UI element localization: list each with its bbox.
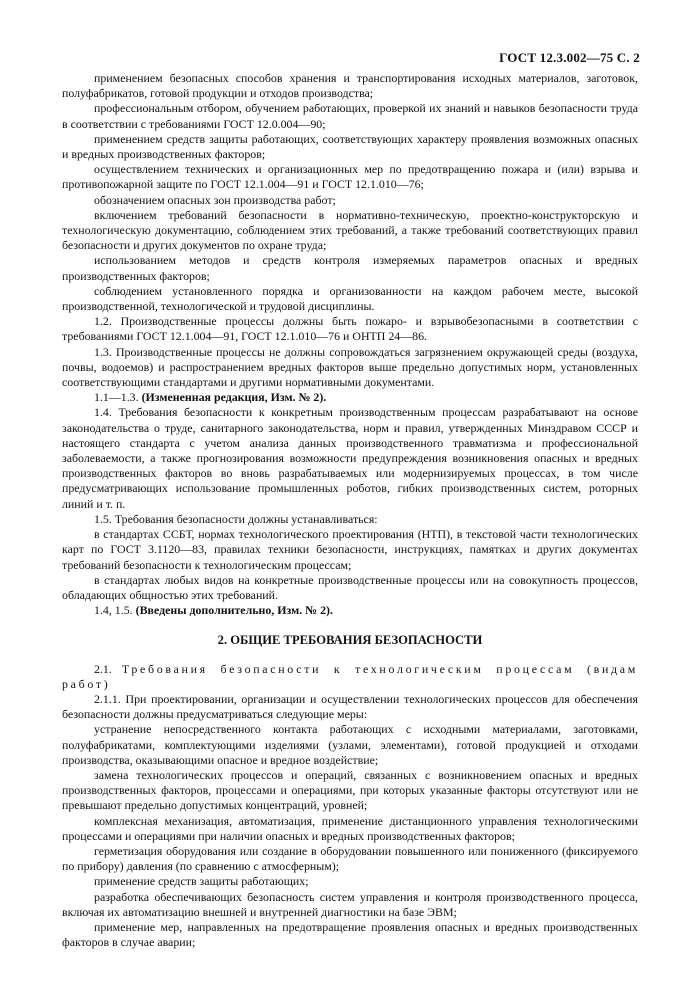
paragraph: обозначением опасных зон производства работ; [94, 192, 336, 207]
section-heading: 2. ОБЩИЕ ТРЕБОВАНИЯ БЕЗОПАСНОСТИ [217, 633, 483, 648]
document-body [62, 71, 638, 950]
clause-1-4: 1.4. Требования безопасности к конкретным производственным процессам разрабатывают на основе законодательства о труде, санитарного законодательства, норм и правил, утвержденных Минздравом СССР и настоящего стандарта с учетом анализа данных производственного травматизма и профессиональной заболеваемости, а также прогнозирования возможности предупреждения возникновения опасных и вредных производственных факторов во вновь разрабатываемых или модернизируемых процессах, в том числе предусматривающих использование промышленных роботов, гибких производственных систем, роторных линий и т. п. [62, 405, 638, 511]
paragraph: профессиональным отбором, обучением работающих, проверкой их знаний и навыков безопасности труда в соответствии с требованиями ГОСТ 12.0.004—90; [62, 101, 638, 131]
paragraph: в стандартах ССБТ, нормах технологического проектирования (НТП), в текстовой части технологических карт по ГОСТ 3.1120—83, правилах техники безопасности, инструкциях, памятках и других документах требований безопасности к технологическим процессам; [62, 527, 638, 572]
paragraph: осуществлением технических и организационных мер по предотвращению пожара и (или) взрыва и противопожарной защите по ГОСТ 12.1.004—91 и ГОСТ 12.1.010—76; [62, 162, 638, 192]
paragraph: применение средств защиты работающих; [94, 874, 309, 889]
paragraph: герметизация оборудования или создание в оборудовании повышенного или пониженного (фиксируемого по прибору) давления (по сравнению с атмосферным); [62, 843, 638, 874]
subsection-heading [62, 662, 638, 692]
paragraph: использованием методов и средств контроля измеряемых параметров опасных и вредных производственных факторов; [62, 253, 638, 283]
clause-1-5: 1.5. Требования безопасности должны устанавливаться: [94, 511, 378, 526]
subsection-title: Требования безопасности к технологическим процессам (видам работ) [62, 661, 638, 691]
clause-1-2: 1.2. Производственные процессы должны быть пожаро- и взрывобезопасными в соответствии с требованиями ГОСТ 12.1.004—91, ГОСТ 12.1.010—76 и ОНТП 24—86. [62, 314, 638, 344]
paragraph: замена технологических процессов и операций, связанных с возникновением опасных и вредных производственных факторов, процессами и операциями, при которых указанные факторы отсутствуют или не превышают предельно допустимых концентраций, уровней; [62, 767, 638, 813]
running-header: ГОСТ 12.3.002—75 С. 2 [499, 50, 640, 65]
paragraph: в стандартах любых видов на конкретные производственные процессы или на совокупность процессов, обладающих общностью этих требований. [62, 572, 638, 602]
paragraph: устранение непосредственного контакта работающих с исходными материалами, заготовками, полуфабрикатами, комплектующими изделиями (узлами, элементами), готовой продукцией и отходами производства, оказывающими опасное и вредное воздействие; [62, 722, 638, 767]
amendment-clauses: 1.4, 1.5. [94, 603, 133, 618]
amendment-text: (Измененная редакция, Изм. № 2). [141, 390, 327, 405]
amendment-note [62, 603, 638, 618]
subsection-number: 2.1. [94, 661, 112, 676]
paragraph: применением средств защиты работающих, соответствующих характеру проявления возможных опасных и вредных производственных факторов; [62, 131, 638, 162]
clause-2-1-1: 2.1.1. При проектировании, организации и осуществлении технологических процессов для обеспечения безопасности должны предусматриваться следующие меры: [62, 691, 638, 722]
amendment-note [62, 390, 638, 405]
amendment-text: (Введены дополнительно, Изм. № 2). [135, 603, 333, 618]
paragraph: применением безопасных способов хранения и транспортирования исходных материалов, заготовок, полуфабрикатов, готовой продукции и отходов производства; [62, 71, 638, 101]
paragraph: комплексная механизация, автоматизация, применение дистанционного управления технологическими процессами и операциями при наличии опасных и вредных производственных факторов; [62, 813, 638, 843]
paragraph: разработка обеспечивающих безопасность систем управления и контроля производственного процесса, включая их автоматизацию внешней и внутренней диагностики на базе ЭВМ; [62, 889, 638, 919]
amendment-clauses: 1.1—1.3. [94, 390, 139, 405]
clause-1-3: 1.3. Производственные процессы не должны сопровождаться загрязнением окружающей среды (воздуха, почвы, водоемов) и распространением вредных факторов выше предельно допустимых норм, установленных соответствующими стандартами и другими нормативными документами. [62, 344, 638, 390]
paragraph: включением требований безопасности в нормативно-техническую, проектно-конструкторскую и технологическую документацию, соблюдением этих требований, а также требований соответствующих правил безопасности и других документов по охране труда; [62, 207, 638, 253]
paragraph: применение мер, направленных на предотвращение проявления опасных и вредных производственных факторов в случае аварии; [62, 919, 638, 950]
paragraph: соблюдением установленного порядка и организованности на каждом рабочем месте, высокой производственной, технологической и трудовой дисциплины. [62, 283, 638, 314]
